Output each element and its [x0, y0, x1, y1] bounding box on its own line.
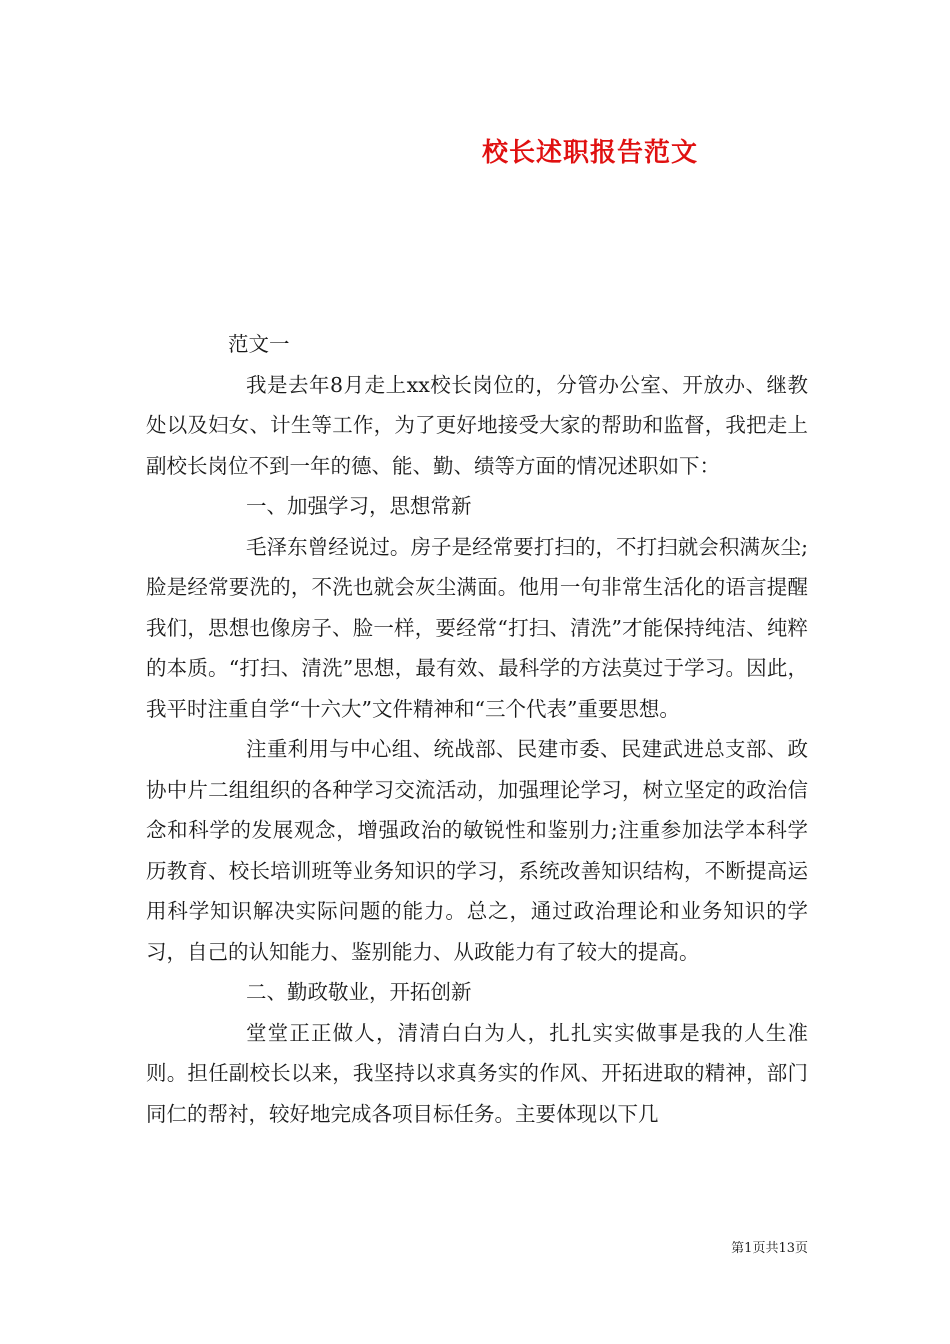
document-body — [146, 324, 808, 1134]
page-number: 第1页共13页 — [731, 1241, 808, 1256]
paragraph-intro: 我是去年8月走上xx校长岗位的，分管办公室、开放办、继教处以及妇女、计生等工作，为了更好地接受大家的帮助和监督，我把走上副校长岗位不到一年的德、能、勤、绩等方面的情况述职如下： — [146, 372, 808, 478]
paragraph-study-1: 毛泽东曾经说过。房子是经常要打扫的，不打扫就会积满灰尘;脸是经常要洗的，不洗也就会灰尘满面。他用一句非常生活化的语言提醒我们，思想也像房子、脸一样，要经常“打扫、清洗”才能保持纯洁、纯粹的本质。“打扫、清洗”思想，最有效、最科学的方法莫过于学习。因此，我平时注重自学“十六大”文件精神和“三个代表”重要思想。 — [146, 534, 808, 721]
paragraph-study-2: 注重利用与中心组、统战部、民建市委、民建武进总支部、政协中片二组组织的各种学习交流活动，加强理论学习，树立坚定的政治信念和科学的发展观念，增强政治的敏锐性和鉴别力;注重参加法学本科学历教育、校长培训班等业务知识的学习，系统改善知识结构，不断提高运用科学知识解决实际问题的能力。总之，通过政治理论和业务知识的学习，自己的认知能力、鉴别能力、从政能力有了较大的提高。 — [146, 737, 808, 964]
document-title: 校长述职报告范文 — [481, 138, 698, 168]
section-heading-1: 一、加强学习，思想常新 — [246, 494, 472, 518]
section-heading-2: 二、勤政敬业，开拓创新 — [246, 980, 472, 1004]
section-label: 范文一 — [228, 332, 290, 356]
paragraph-work-1: 堂堂正正做人，清清白白为人，扎扎实实做事是我的人生准则。担任副校长以来，我坚持以求真务实的作风、开拓进取的精神，部门同仁的帮衬，较好地完成各项目标任务。主要体现以下几 — [146, 1020, 808, 1126]
